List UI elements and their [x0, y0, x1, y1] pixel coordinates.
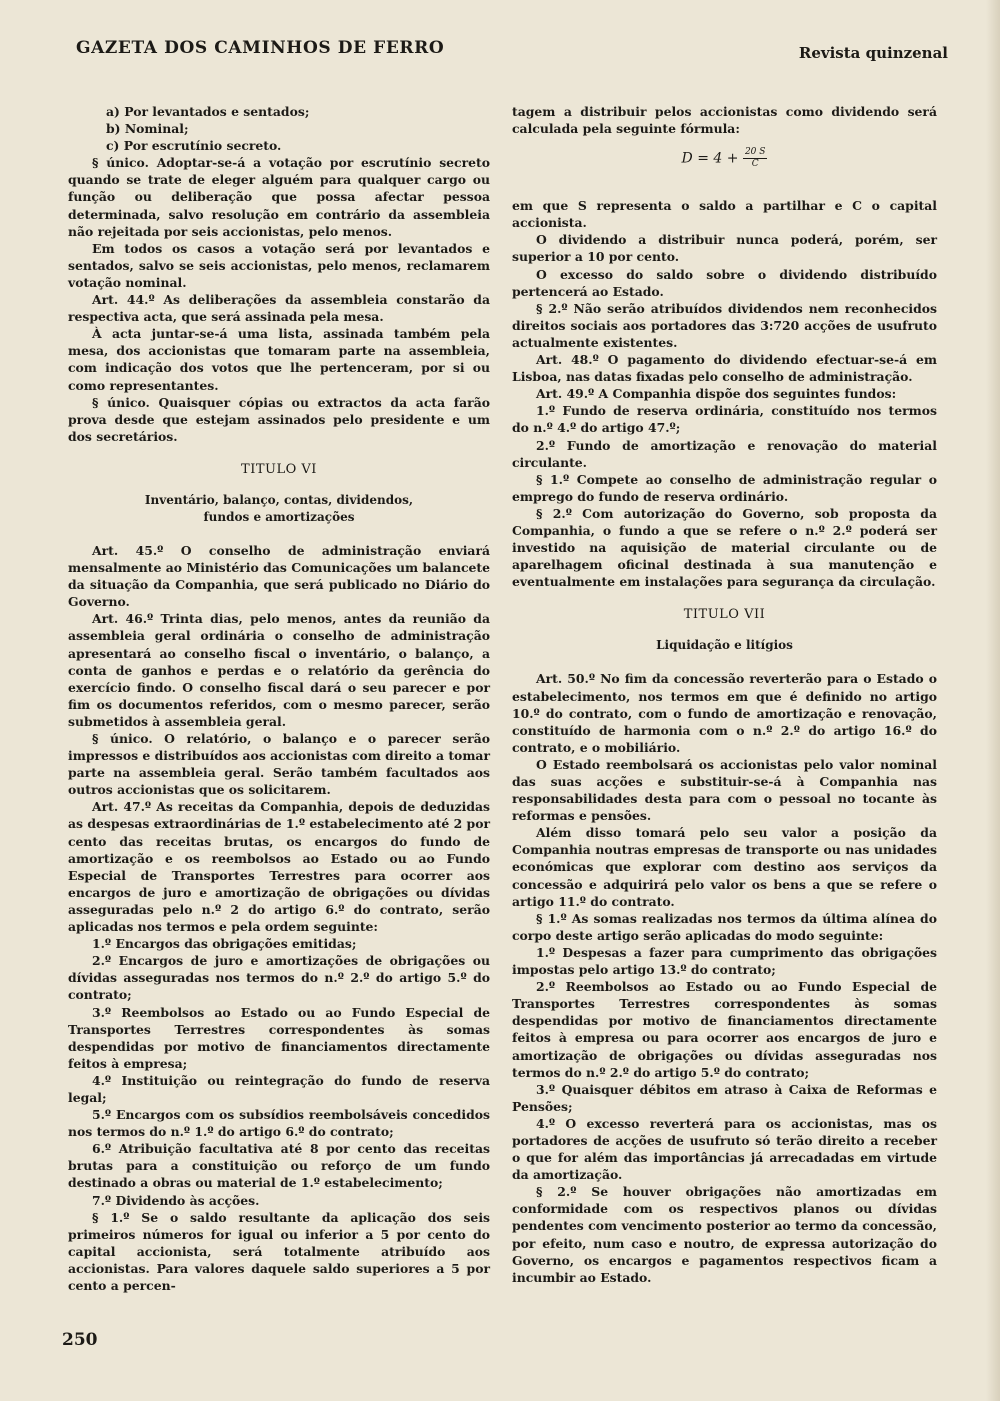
paragraph: 4.º O excesso reverterá para os accionistas, mas os portadores de acções de usufruto só terão direito a receber o que for além das importâncias já arrecadadas em virtude da amortização. [512, 1115, 937, 1183]
paragraph: 1.º Fundo de reserva ordinária, constituído nos termos do n.º 4.º do artigo 47.º; [512, 403, 937, 436]
paragraph: § 1.º As somas realizadas nos termos da última alínea do corpo deste artigo serão aplicadas do modo seguinte: [512, 910, 937, 943]
paragraph: 3.º Reembolsos ao Estado ou ao Fundo Especial de Transportes Terrestres correspondentes às somas despendidas por motivo de financiamentos directamente feitos à empresa; [68, 1004, 490, 1071]
journal-subtitle: Revista quinzenal [798, 44, 948, 62]
paragraph: Art. 46.º Trinta dias, pelo menos, antes da reunião da assembleia geral ordinária o conselho de administração apresentará ao conselho fiscal o inventário, o balanço, a conta de ganhos e perdas e o relatório da gerência do exercício findo. O conselho fiscal dará o seu parecer e por fim os documentos referidos, com o mesmo parecer, serão submetidos à assembleia geral. [68, 611, 490, 729]
paragraph: 3.º Quaisquer débitos em atraso à Caixa de Reformas e Pensões; [512, 1081, 937, 1114]
page-spine-shadow [986, 0, 1000, 1401]
paragraph: 7.º Dividendo às acções. [92, 1192, 260, 1208]
paragraph: 2.º Fundo de amortização e renovação do material circulante. [512, 437, 937, 470]
section-heading: TITULO VI [241, 461, 317, 477]
section-subheading: Liquidação e litígios [656, 638, 793, 653]
paragraph: § 1.º Compete ao conselho de administração regular o emprego do fundo de reserva ordinário. [512, 471, 937, 504]
paragraph: § 2.º Com autorização do Governo, sob proposta da Companhia, o fundo a que se refere o n.º 2.º poderá ser investido na aquisição de material circulante ou de aparelhagem oficinal destinada à sua manutenção e eventualmente em instalações para segurança da circulação. [512, 505, 937, 590]
paragraph: 5.º Encargos com os subsídios reembolsáveis concedidos nos termos do n.º 1.º do artigo 6.º do contrato; [68, 1107, 490, 1140]
paragraph: Art. 50.º No fim da concessão reverterão para o Estado o estabelecimento, nos termos em que é definido no artigo 10.º do contrato, com o fundo de amortização e renovação, constituído de harmonia com o n.º 2.º do artigo 16.º do contrato, e o mobiliário. [512, 671, 937, 755]
paragraph: c) Por escrutínio secreto. [106, 138, 282, 154]
left-column [68, 103, 490, 1294]
paragraph: § único. Adoptar-se-á a votação por escrutínio secreto quando se trate de eleger alguém para qualquer cargo ou função ou deliberação que possa afectar pessoa determinada, salvo resolução em contrário da assembleia não rejeitada por seis accionistas, pelo menos. [68, 155, 490, 239]
paragraph: Além disso tomará pelo seu valor a posição da Companhia noutras empresas de transporte ou nas unidades económicas que explorar com destino aos serviços da concessão e adquirirá pelo valor os bens a que se refere o artigo 11.º do contrato. [512, 825, 937, 909]
subheading-line: Inventário, balanço, contas, dividendos, [144, 492, 414, 507]
paragraph: 6.º Atribuição facultativa até 8 por cento das receitas brutas para a constituição ou reforço de um fundo destinado a obras ou material de 1.º estabelecimento; [68, 1141, 490, 1191]
paragraph: em que S representa o saldo a partilhar e C o capital accionista. [512, 198, 937, 231]
formula-denominator: C [751, 159, 759, 170]
paragraph: § 2.º Não serão atribuídos dividendos nem reconhecidos direitos sociais aos portadores das 3:720 acções de usufruto actualmente existentes. [512, 300, 937, 350]
paragraph: 2.º Encargos de juro e amortizações de obrigações ou dívidas asseguradas nos termos do n.º 2.º do artigo 5.º do contrato; [68, 953, 490, 1003]
paragraph: O Estado reembolsará os accionistas pelo valor nominal das suas acções e substituir-se-á à Companhia nas responsabilidades desta para com o pessoal no tocante às reformas e pensões. [512, 756, 937, 824]
paragraph: § único. Quaisquer cópias ou extractos da acta farão prova desde que estejam assinados pelo presidente e um dos secretários. [68, 394, 490, 444]
paragraph: tagem a distribuir pelos accionistas como dividendo será calculada pela seguinte fórmula: [512, 104, 937, 137]
paragraph: O dividendo a distribuir nunca poderá, porém, ser superior a 10 por cento. [512, 232, 937, 265]
dividend-formula [512, 147, 937, 185]
paragraph: Art. 48.º O pagamento do dividendo efectuar-se-á em Lisboa, nas datas fixadas pelo conselho de administração. [512, 352, 937, 385]
paragraph: Art. 49.º A Companhia dispõe dos seguintes fundos: [536, 386, 897, 402]
paragraph: § 2.º Se houver obrigações não amortizadas em conformidade com os respectivos planos ou dívidas pendentes com vencimento posterior ao termo da concessão, por efeito, num caso e noutro, de expressa autorização do Governo, os encargos e pagamentos respectivos ficam a incumbir ao Estado. [512, 1184, 937, 1285]
formula-lhs: D = 4 + [681, 150, 739, 167]
paragraph: 2.º Reembolsos ao Estado ou ao Fundo Especial de Transportes Terrestres correspondentes às somas despendidas por motivo de financiamentos directamente feitos à empresa ou para ocorrer aos encargos de juro e amortização de obrigações ou dívidas asseguradas nos termos do n.º 2.º do artigo 5.º do contrato; [512, 979, 937, 1080]
formula-fraction [743, 147, 767, 170]
section-subheading [68, 492, 490, 526]
paragraph: À acta juntar-se-á uma lista, assinada também pela mesa, dos accionistas que tomaram parte na assembleia, com indicação dos votos que lhe pertenceram, por si ou como representantes. [68, 326, 490, 393]
paragraph: Em todos os casos a votação será por levantados e sentados, salvo se seis accionistas, pelo menos, reclamarem votação nominal. [68, 240, 490, 290]
paragraph: 1.º Encargos das obrigações emitidas; [92, 936, 357, 952]
paragraph: Art. 44.º As deliberações da assembleia constarão da respectiva acta, que será assinada pela mesa. [68, 292, 490, 325]
page-number: 250 [62, 1330, 98, 1350]
paragraph: O excesso do saldo sobre o dividendo distribuído pertencerá ao Estado. [512, 266, 937, 299]
paragraph: b) Nominal; [106, 121, 189, 137]
formula-numerator: 20 S [744, 147, 766, 158]
paragraph: a) Por levantados e sentados; [106, 104, 310, 119]
paragraph: Art. 47.º As receitas da Companhia, depois de deduzidas as despesas extraordinárias de 1.º estabelecimento até 2 por cento das receitas brutas, os encargos do fundo de amortização e os reembolsos ao Estado ou ao Fundo Especial de Transportes Terrestres para ocorrer aos encargos de juro e amortização de obrigações ou dívidas asseguradas pelo n.º 2 do artigo 6.º do contrato, serão aplicadas nos termos e pela ordem seguinte: [68, 799, 490, 935]
paragraph: Art. 45.º O conselho de administração enviará mensalmente ao Ministério das Comunicações um balancete da situação da Companhia, que será publicado no Diário do Governo. [68, 542, 490, 610]
paragraph: § único. O relatório, o balanço e o parecer serão impressos e distribuídos aos accionistas com direito a tomar parte na assembleia geral. Serão também facultados aos outros accionistas que os solicitarem. [68, 731, 490, 798]
paragraph: 1.º Despesas a fazer para cumprimento das obrigações impostas pelo artigo 13.º do contrato; [512, 944, 937, 978]
journal-title: GAZETA DOS CAMINHOS DE FERRO [76, 38, 445, 58]
section-heading: TITULO VII [683, 607, 766, 623]
paragraph: 4.º Instituição ou reintegração do fundo de reserva legal; [68, 1072, 490, 1105]
subheading-line: fundos e amortizações [203, 509, 355, 524]
paragraph: § 1.º Se o saldo resultante da aplicação dos seis primeiros números for igual ou inferior a 5 por cento do capital accionista, será totalmente atribuído aos accionistas. Para valores daquele saldo superiores a 5 por cento a percen- [68, 1209, 490, 1293]
right-column [512, 103, 937, 1286]
